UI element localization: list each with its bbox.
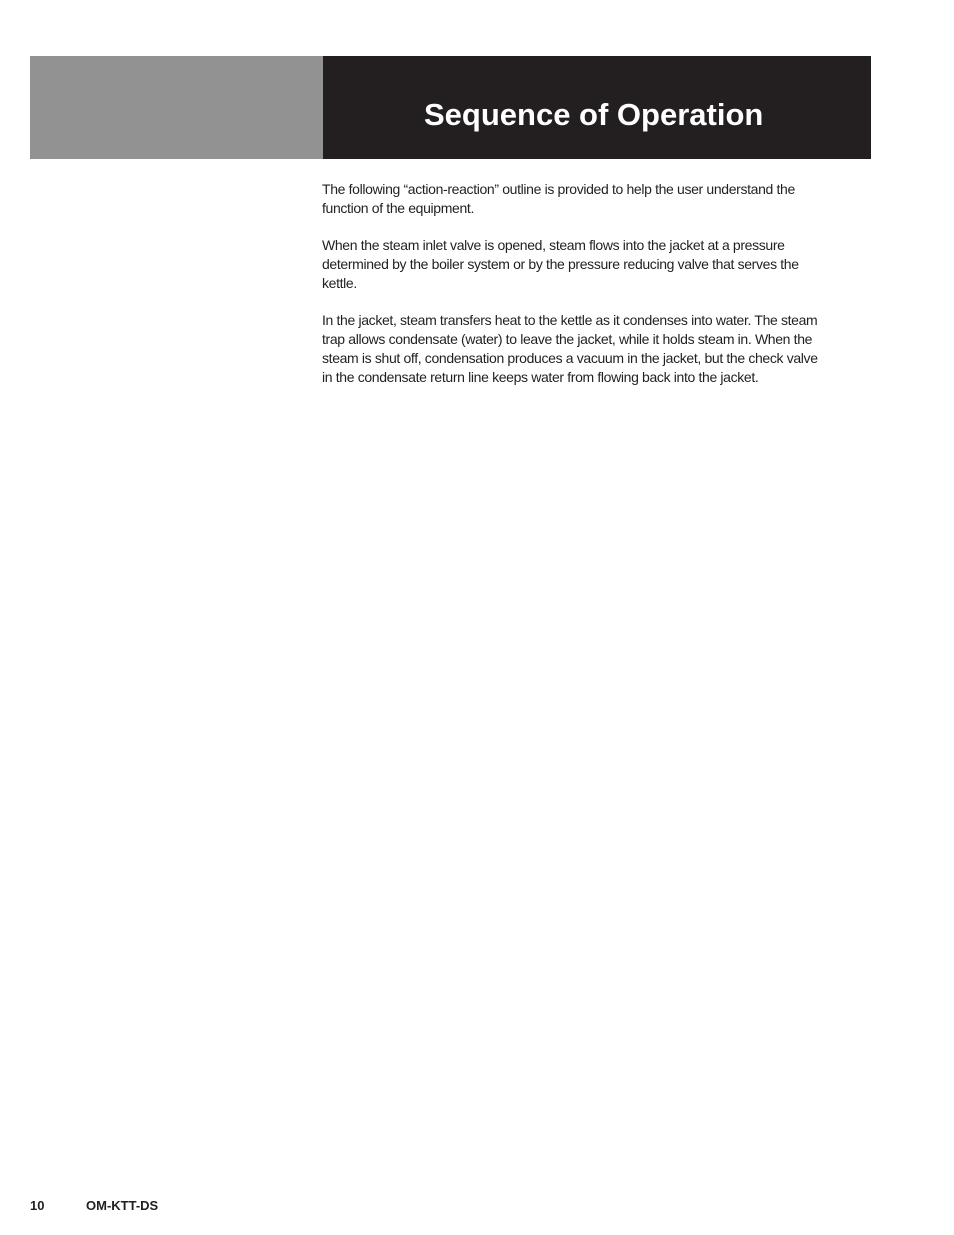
page-number: 10 <box>30 1198 45 1213</box>
header-gray-block <box>30 56 323 159</box>
text-line: determined by the boiler system or by the pressure reducing valve that serves the <box>322 256 799 272</box>
text-line: In the jacket, steam transfers heat to the kettle as it condenses into water. The steam <box>322 312 818 328</box>
body-text <box>322 180 870 405</box>
page-footer <box>30 1197 158 1215</box>
text-line: When the steam inlet valve is opened, steam flows into the jacket at a pressure <box>322 237 785 253</box>
paragraph-steam-inlet <box>322 236 870 293</box>
document-code: OM-KTT-DS <box>86 1198 159 1213</box>
text-line: trap allows condensate (water) to leave the jacket, while it holds steam in. When the <box>322 331 813 347</box>
paragraph-intro <box>322 180 870 218</box>
text-line: kettle. <box>322 275 357 291</box>
text-line: in the condensate return line keeps water from flowing back into the jacket. <box>322 369 759 385</box>
text-line: The following “action-reaction” outline is provided to help the user understand the <box>322 181 795 197</box>
text-line: function of the equipment. <box>322 200 475 216</box>
text-line: steam is shut off, condensation produces a vacuum in the jacket, but the check valve <box>322 350 818 366</box>
page-title: Sequence of Operation <box>424 97 764 132</box>
paragraph-jacket <box>322 311 870 387</box>
